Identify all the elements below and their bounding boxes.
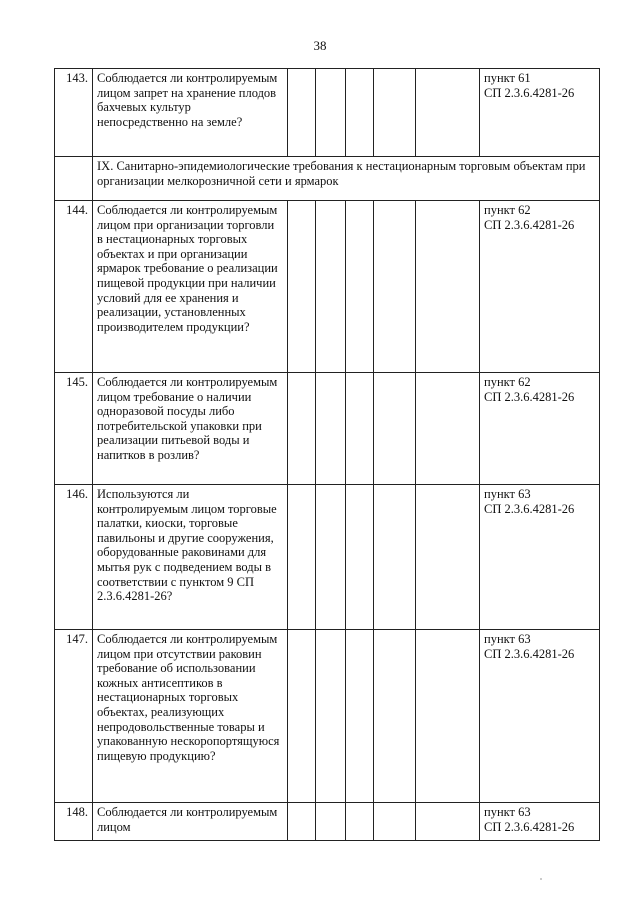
section-row <box>55 157 600 201</box>
reference-document: СП 2.3.6.4281-26 <box>484 501 575 516</box>
reference-document: СП 2.3.6.4281-26 <box>484 819 575 834</box>
answer-cell-yes <box>288 201 316 373</box>
answer-cell-no <box>316 803 346 841</box>
reference-clause: пункт 63 <box>484 487 531 501</box>
answer-cell-note <box>416 630 480 803</box>
row-number: 143. <box>55 69 93 157</box>
reference-document: СП 2.3.6.4281-26 <box>484 85 575 100</box>
reference-document: СП 2.3.6.4281-26 <box>484 389 575 404</box>
answer-cell-no <box>316 201 346 373</box>
table-row <box>55 485 600 630</box>
table-row <box>55 69 600 157</box>
answer-cell-extra <box>374 803 416 841</box>
answer-cell-note <box>416 485 480 630</box>
answer-cell-na <box>346 803 374 841</box>
answer-cell-no <box>316 373 346 485</box>
answer-cell-yes <box>288 630 316 803</box>
reference-clause: пункт 63 <box>484 632 531 646</box>
answer-cell-note <box>416 69 480 157</box>
legal-reference <box>480 201 600 373</box>
answer-cell-extra <box>374 630 416 803</box>
row-number: 145. <box>55 373 93 485</box>
answer-cell-no <box>316 485 346 630</box>
section-heading: IX. Санитарно-эпидемиологические требования к нестационарным торговым объектам при организации мелкорозничной сети и ярмарок <box>93 157 600 201</box>
answer-cell-no <box>316 69 346 157</box>
row-number: 148. <box>55 803 93 841</box>
requirement-question: Соблюдается ли контролируемым лицом при организации торговли в нестационарных торговых объектах и при организации ярмарок требование о реализации пищевой продукции при наличии условий для ее хранения и реализации, установленных производителем продукции? <box>93 201 288 373</box>
reference-clause: пункт 63 <box>484 805 531 819</box>
requirement-question: Соблюдается ли контролируемым лицом запрет на хранение плодов бахчевых культур непосредственно на земле? <box>93 69 288 157</box>
reference-document: СП 2.3.6.4281-26 <box>484 217 575 232</box>
page-number: 38 <box>313 38 327 53</box>
table-row <box>55 630 600 803</box>
table-row <box>55 803 600 841</box>
answer-cell-extra <box>374 69 416 157</box>
table-row <box>55 201 600 373</box>
answer-cell-na <box>346 373 374 485</box>
legal-reference <box>480 803 600 841</box>
answer-cell-extra <box>374 485 416 630</box>
requirement-question: Используются ли контролируемым лицом торговые палатки, киоски, торговые павильоны и другие сооружения, оборудованные раковинами для мытья рук с подведением воды в соответствии с пунктом 9 СП 2.3.6.4281-26? <box>93 485 288 630</box>
table-row <box>55 373 600 485</box>
legal-reference <box>480 630 600 803</box>
reference-clause: пункт 62 <box>484 203 531 217</box>
checklist-table <box>54 68 600 841</box>
requirement-question: Соблюдается ли контролируемым лицом требование о наличии одноразовой посуды либо потребительской упаковки при реализации питьевой воды и напитков в розлив? <box>93 373 288 485</box>
answer-cell-note <box>416 201 480 373</box>
legal-reference <box>480 69 600 157</box>
answer-cell-no <box>316 630 346 803</box>
reference-clause: пункт 62 <box>484 375 531 389</box>
reference-document: СП 2.3.6.4281-26 <box>484 646 575 661</box>
legal-reference <box>480 373 600 485</box>
answer-cell-na <box>346 201 374 373</box>
section-number-cell <box>55 157 93 201</box>
answer-cell-note <box>416 803 480 841</box>
answer-cell-na <box>346 69 374 157</box>
scan-artifact <box>540 878 542 880</box>
legal-reference <box>480 485 600 630</box>
answer-cell-yes <box>288 485 316 630</box>
requirement-question: Соблюдается ли контролируемым лицом при отсутствии раковин требование об использовании кожных антисептиков в нестационарных торговых объектах, реализующих непродовольственные товары и упакованную нескоропортящуюся пищевую продукцию? <box>93 630 288 803</box>
answer-cell-extra <box>374 201 416 373</box>
reference-clause: пункт 61 <box>484 71 531 85</box>
answer-cell-na <box>346 630 374 803</box>
answer-cell-na <box>346 485 374 630</box>
row-number: 147. <box>55 630 93 803</box>
requirement-question: Соблюдается ли контролируемым лицом <box>93 803 288 841</box>
answer-cell-yes <box>288 373 316 485</box>
answer-cell-extra <box>374 373 416 485</box>
answer-cell-yes <box>288 803 316 841</box>
answer-cell-yes <box>288 69 316 157</box>
row-number: 146. <box>55 485 93 630</box>
row-number: 144. <box>55 201 93 373</box>
answer-cell-note <box>416 373 480 485</box>
